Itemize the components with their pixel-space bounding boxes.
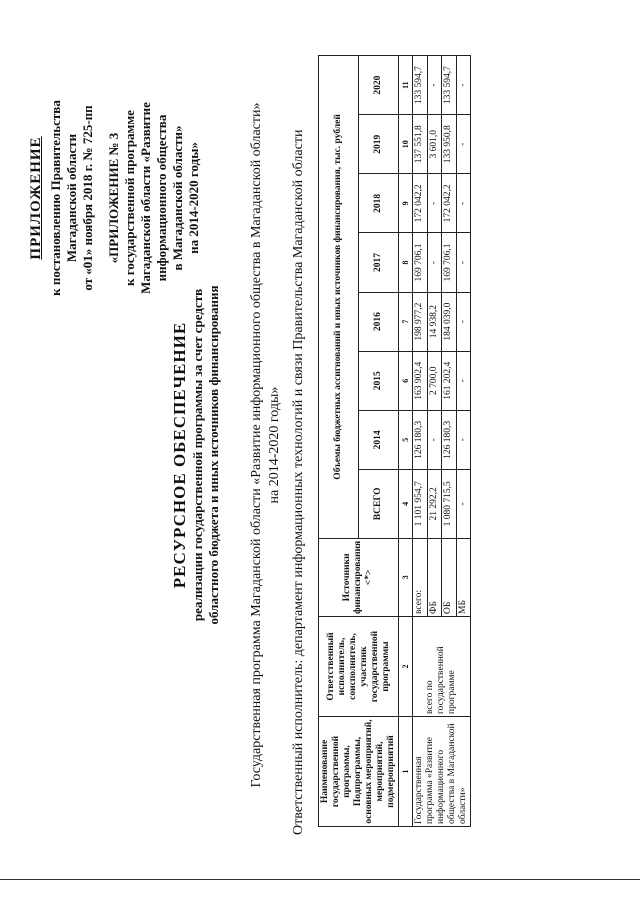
value-cell: 126 180,3	[442, 410, 457, 469]
page-divider	[0, 879, 640, 880]
value-cell: -	[456, 469, 471, 538]
value-cell: -	[427, 233, 442, 292]
value-cell: 184 039,0	[442, 292, 457, 351]
appendix-decree-number: от «01» ноября 2018 г. № 725-пп	[80, 105, 95, 291]
responsible-executor: Ответственный исполнитель: департамент информационных технологий и связи Правительства Магаданской области	[291, 129, 306, 835]
column-number-row	[399, 56, 413, 827]
source-cell: ФБ	[427, 538, 442, 616]
source-cell: МБ	[456, 538, 471, 616]
appendix-line: в Магаданской области»	[170, 125, 185, 271]
column-number: 2	[399, 617, 413, 717]
value-cell: -	[456, 115, 471, 174]
header-year: 2014	[359, 410, 399, 469]
value-cell: -	[456, 56, 471, 115]
value-cell: 137 551,8	[413, 115, 428, 174]
value-cell: 133 594,7	[413, 56, 428, 115]
column-number: 5	[399, 410, 413, 469]
appendix-line: Магаданской области	[64, 133, 79, 263]
column-number: 9	[399, 174, 413, 233]
program-line: Государственная программа Магаданской области «Развитие информационного общества в Магаданской области»	[249, 102, 264, 788]
column-number: 7	[399, 292, 413, 351]
column-number: 10	[399, 115, 413, 174]
appendix-line: информационного общества	[154, 114, 169, 282]
column-number: 11	[399, 56, 413, 115]
value-cell: 3 601,0	[427, 115, 442, 174]
header-year: 2017	[359, 233, 399, 292]
table-row	[413, 56, 428, 827]
financing-table	[318, 55, 471, 827]
column-number: 4	[399, 469, 413, 538]
value-cell: 21 292,2	[427, 469, 442, 538]
document-title	[170, 175, 222, 735]
value-cell: 1 101 954,7	[413, 469, 428, 538]
rotated-content	[20, 15, 620, 875]
header-year: 2019	[359, 115, 399, 174]
source-cell: ОБ	[442, 538, 457, 616]
header-total: ВСЕГО	[359, 469, 399, 538]
value-cell: 2 700,0	[427, 351, 442, 410]
value-cell: 172 042,2	[442, 174, 457, 233]
header-responsible: Ответственный исполнитель, соисполнитель, участник государственной программы	[319, 617, 399, 717]
value-cell: 169 706,1	[442, 233, 457, 292]
value-cell: 133 950,8	[442, 115, 457, 174]
value-cell: 172 042,2	[413, 174, 428, 233]
column-number: 8	[399, 233, 413, 292]
header-year: 2018	[359, 174, 399, 233]
title-line: областного бюджета и иных источников финансирования	[206, 285, 221, 625]
value-cell: 169 706,1	[413, 233, 428, 292]
title-line: реализации государственной программы за счет средств	[190, 288, 205, 622]
value-cell: -	[456, 233, 471, 292]
value-cell: -	[427, 174, 442, 233]
value-cell: 126 180,3	[413, 410, 428, 469]
appendix-heading: ПРИЛОЖЕНИЕ	[28, 136, 44, 260]
column-number: 1	[399, 717, 413, 827]
value-cell: 161 202,4	[442, 351, 457, 410]
appendix-line: Магаданской области «Развитие	[138, 102, 153, 294]
value-cell: 133 594,7	[442, 56, 457, 115]
program-line: на 2014-2020 годы»	[267, 386, 282, 504]
value-cell: 14 938,2	[427, 292, 442, 351]
header-volumes: Объемы бюджетных ассигнований и иных источников финансирования, тыс. рублей	[319, 56, 359, 539]
program-name	[248, 25, 284, 865]
header-year: 2020	[359, 56, 399, 115]
value-cell: -	[456, 410, 471, 469]
header-year: 2016	[359, 292, 399, 351]
header-source: Источники финансирования <*>	[319, 538, 399, 616]
value-cell: 163 902,4	[413, 351, 428, 410]
column-number: 3	[399, 538, 413, 616]
value-cell: -	[456, 292, 471, 351]
source-cell: всего:	[413, 538, 428, 616]
header-year: 2015	[359, 351, 399, 410]
value-cell: 1 080 715,5	[442, 469, 457, 538]
value-cell: -	[427, 410, 442, 469]
appendix-line: на 2014-2020 годы»	[186, 142, 201, 254]
header-name: Наименование государственной программы, Подпрограммы, основных мероприятий, мероприятий, подмероприятий	[319, 717, 399, 827]
value-cell: -	[456, 174, 471, 233]
program-name-cell: Государственная программа «Развитие информационного общества в Магаданской области»	[413, 717, 471, 827]
value-cell: -	[456, 351, 471, 410]
responsible-cell: всего по государственной программе	[413, 617, 471, 717]
value-cell: -	[427, 56, 442, 115]
appendix-sub-heading: «ПРИЛОЖЕНИЕ № 3	[106, 132, 121, 264]
value-cell: 198 977,2	[413, 292, 428, 351]
column-number: 6	[399, 351, 413, 410]
title-main: РЕСУРСНОЕ ОБЕСПЕЧЕНИЕ	[170, 321, 189, 589]
appendix-line: к государственной программе	[122, 110, 137, 286]
appendix-line: к постановлению Правительства	[48, 100, 63, 296]
